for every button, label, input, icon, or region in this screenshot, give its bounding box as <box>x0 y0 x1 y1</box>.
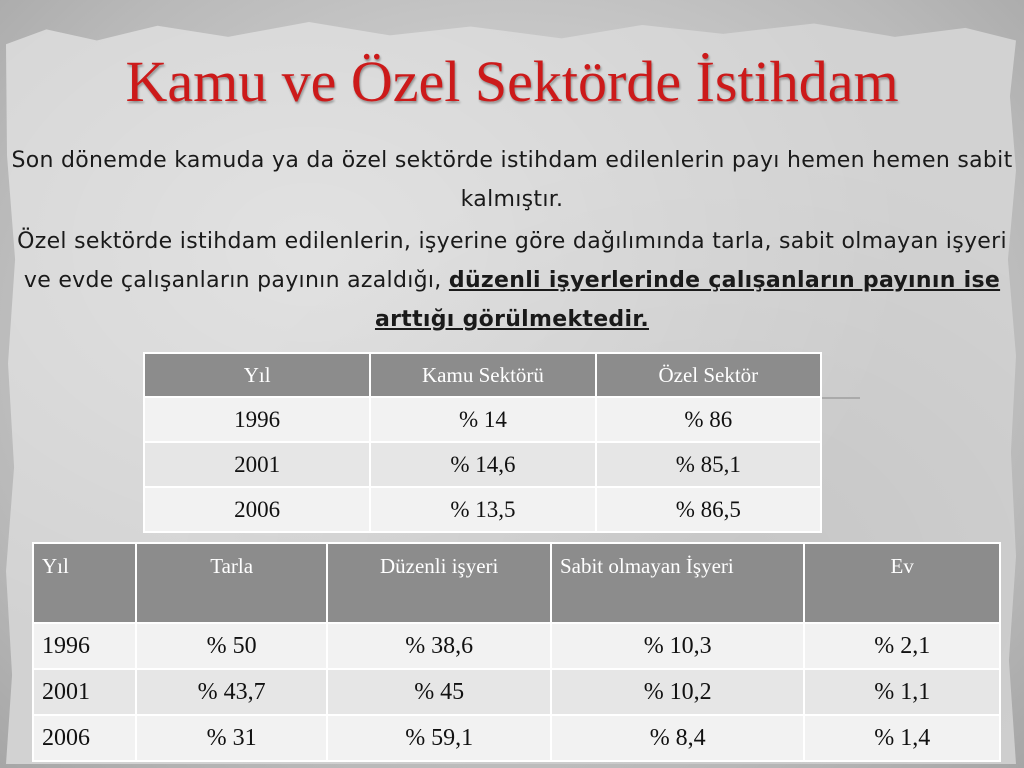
sector-cell-private: % 86,5 <box>596 487 821 532</box>
sector-header-public: Kamu Sektörü <box>370 353 595 397</box>
workplace-cell-regular: % 45 <box>327 669 551 715</box>
sector-table-header-row <box>144 353 821 397</box>
workplace-cell-year: 2006 <box>33 715 136 761</box>
paragraph-distribution-text: Özel sektörde istihdam edilenlerin, işyerine göre dağılımında tarla, sabit olmayan işyeri ve evde çalışanların payının azaldığı, <box>17 229 1007 293</box>
workplace-cell-home: % 1,4 <box>804 715 1000 761</box>
table-row <box>144 487 821 532</box>
workplace-cell-year: 1996 <box>33 623 136 669</box>
table-row <box>33 669 1000 715</box>
paragraph-stability: Son dönemde kamuda ya da özel sektörde istihdam edilenlerin payı hemen hemen sabit kalmıştır. <box>11 148 1013 212</box>
sector-cell-public: % 13,5 <box>370 487 595 532</box>
paragraph-distribution <box>10 222 1014 339</box>
workplace-cell-home: % 2,1 <box>804 623 1000 669</box>
sector-cell-public: % 14 <box>370 397 595 442</box>
workplace-cell-regular: % 59,1 <box>327 715 551 761</box>
workplace-header-year: Yıl <box>33 543 136 623</box>
table-row <box>144 397 821 442</box>
table-row <box>144 442 821 487</box>
paragraph-distribution-emphasis: düzenli işyerlerinde çalışanların payının ise arttığı görülmektedir. <box>374 268 1001 332</box>
sector-cell-private: % 85,1 <box>596 442 821 487</box>
workplace-cell-field: % 50 <box>136 623 328 669</box>
sector-table <box>143 352 822 533</box>
sector-cell-year: 2001 <box>144 442 370 487</box>
sector-header-year: Yıl <box>144 353 370 397</box>
sector-cell-private: % 86 <box>596 397 821 442</box>
workplace-table <box>32 542 1001 762</box>
sector-header-private: Özel Sektör <box>596 353 821 397</box>
sector-cell-year: 1996 <box>144 397 370 442</box>
workplace-cell-year: 2001 <box>33 669 136 715</box>
workplace-header-irregular: Sabit olmayan İşyeri <box>551 543 804 623</box>
workplace-cell-home: % 1,1 <box>804 669 1000 715</box>
workplace-cell-field: % 43,7 <box>136 669 328 715</box>
table-row <box>33 715 1000 761</box>
slide-title: Kamu ve Özel Sektörde İstihdam <box>125 49 899 114</box>
workplace-header-field: Tarla <box>136 543 328 623</box>
sector-cell-public: % 14,6 <box>370 442 595 487</box>
workplace-header-regular: Düzenli işyeri <box>327 543 551 623</box>
workplace-cell-irregular: % 10,2 <box>551 669 804 715</box>
workplace-cell-regular: % 38,6 <box>327 623 551 669</box>
workplace-table-header-row <box>33 543 1000 623</box>
workplace-header-home: Ev <box>804 543 1000 623</box>
table-row <box>33 623 1000 669</box>
workplace-cell-irregular: % 8,4 <box>551 715 804 761</box>
sector-cell-year: 2006 <box>144 487 370 532</box>
divider-line <box>822 397 860 399</box>
workplace-cell-irregular: % 10,3 <box>551 623 804 669</box>
workplace-cell-field: % 31 <box>136 715 328 761</box>
